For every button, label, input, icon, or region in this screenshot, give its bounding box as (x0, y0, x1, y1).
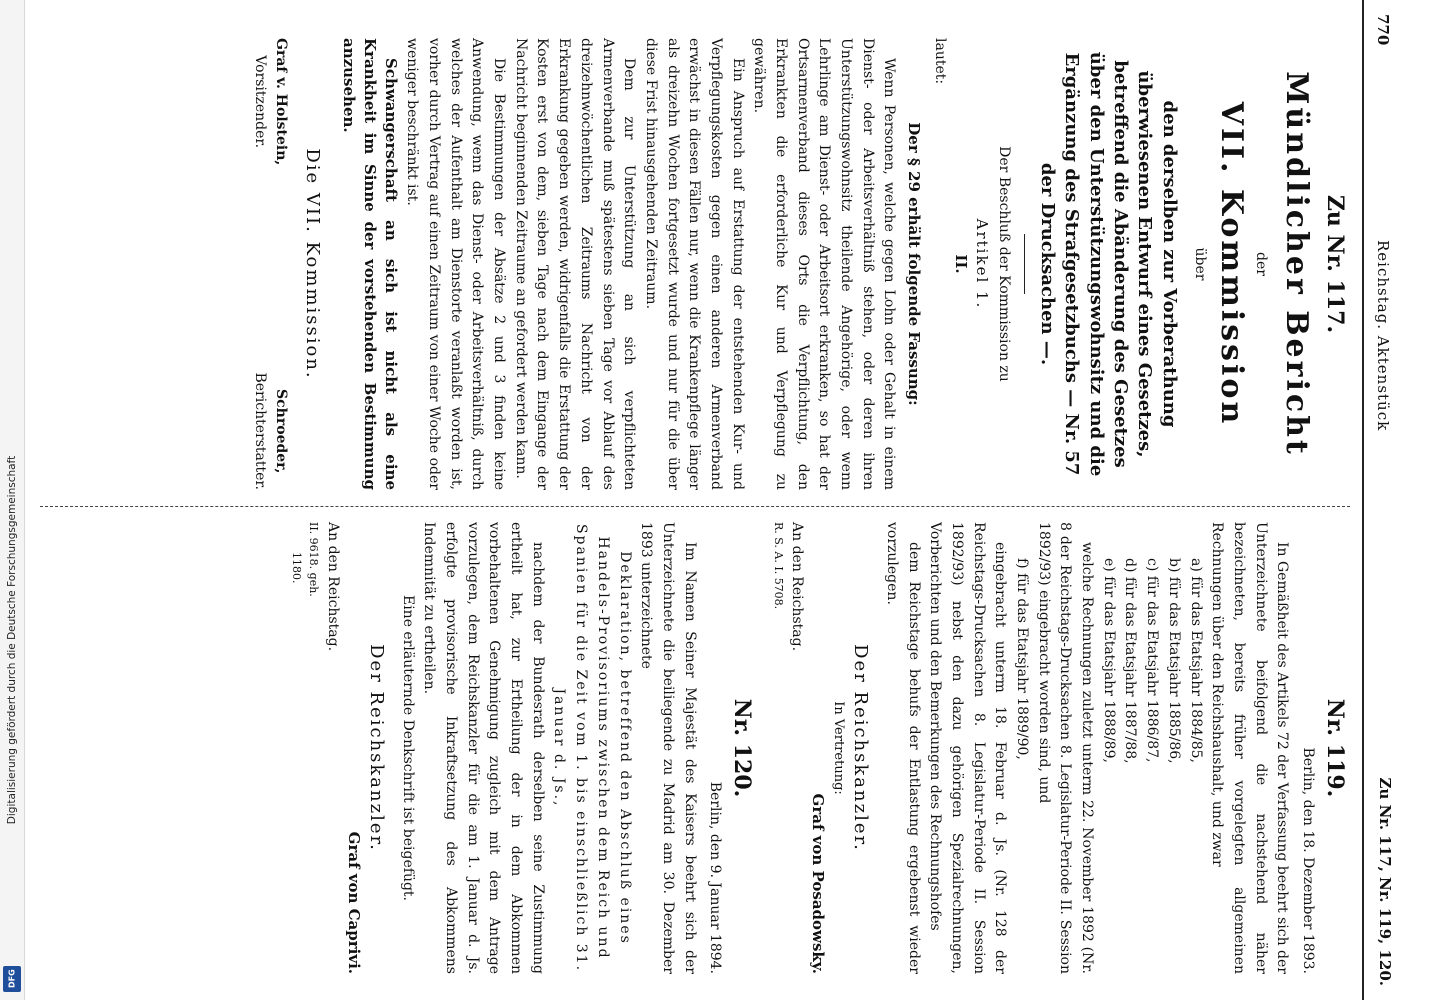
signer-title-119: Der Reichskanzler. (850, 644, 872, 852)
dfg-logo: DFG (3, 966, 21, 992)
chair-name: Graf v. Holstein, (273, 38, 290, 166)
document-120-continuation: nachdem der Bundesrath derselben seine Zustimmung ertheilt hat, zur Ertheilung der in dem Abkommen vorbehaltenen Genehmigung zugleich mit dem Antrage vorzulegen, dem Reichskanzler für die am 1. Januar d. Js. erfolgte provisorische Inkraftsetzung des Abkommens Indemnität zu ertheilen. (421, 522, 546, 974)
signer-title-120: Der Reichskanzler. (365, 644, 387, 852)
document-119-heading: Nr. 119. (1322, 698, 1348, 798)
signer-name-119: Graf von Posadowsky. (809, 793, 828, 974)
list-item: f) für das Etatsjahr 1889/90, (1014, 558, 1031, 760)
signer-name-120: Graf von Caprivi. (344, 831, 363, 974)
list-item: c) für das Etatsjahr 1886/87, (1144, 558, 1161, 763)
article-heading: Artikel 1. (973, 218, 992, 310)
commission-name: VII. Kommission (1214, 101, 1250, 427)
chair-role: Vorsitzender. (252, 55, 269, 149)
document-120-note: Eine erläuternde Denkschrift ist beigefügt. (399, 594, 416, 901)
report-ueber: über (1192, 247, 1209, 281)
reference-120a: II. 9618. geh. (306, 522, 320, 597)
lautet-label: lautet: (932, 38, 949, 85)
divider (1024, 234, 1025, 294)
body-paragraph-3: Dem zur Unterstützung an sich verpflichteten Armenverbande muß spätestens sieben Tage vor Ablauf des dreizehnwöchentlichen Zeitraums Nachricht von der Erkrankung gegeben werden, widrigenfalls die Erstattung der Kosten erst von dem, sieben Tage nach dem Eingange der Nachricht beginnenden Zeitraume an gefordert werden kann. (512, 38, 638, 490)
document-120-heading: Nr. 120. (729, 698, 756, 798)
commission-signature-title: Die VII. Kommission. (301, 148, 323, 380)
document-120-intro: Im Namen Seiner Majestät des Kaisers beehrt sich der Unterzeichnete die beiliegende zu Madrid am 30. Dezember 1893 unterzeichnete (638, 522, 698, 974)
addressee-119: An den Reichstag. (789, 522, 806, 652)
paragraph-heading: Der § 29 erhält folgende Fassung: (905, 122, 924, 406)
body-paragraph-1: Wenn Personen, welche gegen Lohn oder Gehalt in einem Dienst- oder Arbeitsverhältniß stehen, oder deren ihren Unterstützungswohnsitz theilende Angehörige, oder wenn Lehrlinge am Dienst- oder Arbeitsort erkranken, so hat der Ortsarmenverband dieses Orts die Verpflichtung, den Erkrankten die erforderliche Kur und Verpflegung zu gewähren. (751, 38, 898, 490)
document-119-continuation: welche Rechnungen zuletzt unterm 22. November 1892 (Nr. 8 der Reichstags-Drucksachen 8. Legislatur-Periode II. Session 1892/93) eingebracht worden sind, und (1035, 522, 1096, 974)
report-der: der (1253, 252, 1269, 276)
document-119-date: Berlin, den 18. Dezember 1893. (1300, 747, 1316, 974)
commission-decision: Der Beschluß der Kommission zu (995, 146, 1012, 382)
body-paragraph-4: Die Bestimmungen der Absätze 2 und 3 finden keine Anwendung, wenn das Dienst- oder Arbeitsverhältniß, durch welches der Aufenthalt am Dienstorte veranlaßt worden ist, vorher durch Vertrag auf einen Zeitraum von einer Woche oder weniger beschränkt ist. (404, 38, 508, 490)
document-120-date: Berlin, den 9. Januar 1894. (707, 781, 724, 974)
left-column (58, 38, 1348, 490)
list-item: a) für das Etatsjahr 1884/85, (1187, 558, 1204, 764)
reference-120b: 1180. (290, 552, 304, 584)
document-120-declaration: Deklaration, betreffend den Abschluß eines Handels-Provisoriums zwischen dem Reich und Spanien für die Zeit vom 1. bis einschließlich 31. Januar d. Js., (551, 523, 633, 973)
document-119-intro: In Gemäßheit des Artikels 72 der Verfassung beehrt sich der Unterzeichnete beifolgend die nachstehend näher bezeichneten, bereits früher vorgelegten allgemeinen Rechnungen über den Reichshaushalt, und zwar (1209, 522, 1291, 974)
report-title: Mündlicher Bericht (1279, 71, 1314, 457)
page-number: 770 (1374, 14, 1392, 46)
report-subject: den derselben zur Vorberathung überwiesenen Entwurf eines Gesetzes, betreffend die Abänderung des Gesetzes über den Unterstützungswohnsitz und die Ergänzung des Strafgesetzbuchs — Nr. 57 der Drucksachen —. (1037, 51, 1180, 477)
reference-119: R. S. A. I. 5708. (771, 522, 785, 610)
digitization-strip (0, 0, 25, 1000)
header-center: Reichstag. Aktenstück (1374, 240, 1392, 432)
report-number: Zu Nr. 117. (1322, 194, 1348, 334)
rapporteur-name: Schroeder, (273, 389, 290, 474)
funding-notice: Digitalisierung gefördert durch die Deutsche Forschungsgemeinschaft (6, 455, 18, 825)
list-item: b) für das Etatsjahr 1885/86, (1165, 558, 1182, 764)
rapporteur-role: Berichterstatter. (252, 372, 269, 490)
column-divider (40, 506, 1350, 507)
commission-signatures (249, 38, 291, 490)
header-right: Zu Nr. 117, Nr. 119, 120. (1376, 777, 1394, 986)
article-roman: II. (952, 254, 971, 274)
list-item: d) für das Etatsjahr 1887/88, (1122, 558, 1139, 764)
fiscal-year-list (1097, 522, 1205, 974)
document-119-f-text: eingebracht unterm 18. Februar d. Js. (Nr. 128 der Reichstags-Drucksachen 8. Legislatur-Periode II. Session 1892/93) nebst den dazu gehörigen Spezialrechnungen, Vorberichten und den Bemerkungen des Rechnungshofes (927, 522, 1009, 974)
document-119-closing: dem Reichstage behufs der Entlastung ergebenst wieder vorzulegen. (883, 522, 922, 974)
body-paragraph-5: Schwangerschaft an sich ist nicht als eine Krankheit im Sinne der vorstehenden Bestimmung anzusehen. (339, 38, 400, 490)
scanned-page (32, 0, 1402, 1000)
body-paragraph-2: Ein Anspruch auf Erstattung der entstehenden Kur- und Verpflegungskosten gegen einen anderen Armenverband erwächst in diesen Fällen nur, wenn die Krankenpflege länger als dreizehn Wochen fortgesetzt wurde und nur für die über diese Frist hinausgehenden Zeitraum. (642, 38, 746, 490)
right-column (58, 522, 1348, 974)
running-header (1362, 0, 1402, 1000)
addressee-120: An den Reichstag. (324, 522, 341, 652)
signer-sub-119: In Vertretung: (830, 701, 846, 795)
list-item: e) für das Etatsjahr 1888/89, (1100, 558, 1117, 763)
